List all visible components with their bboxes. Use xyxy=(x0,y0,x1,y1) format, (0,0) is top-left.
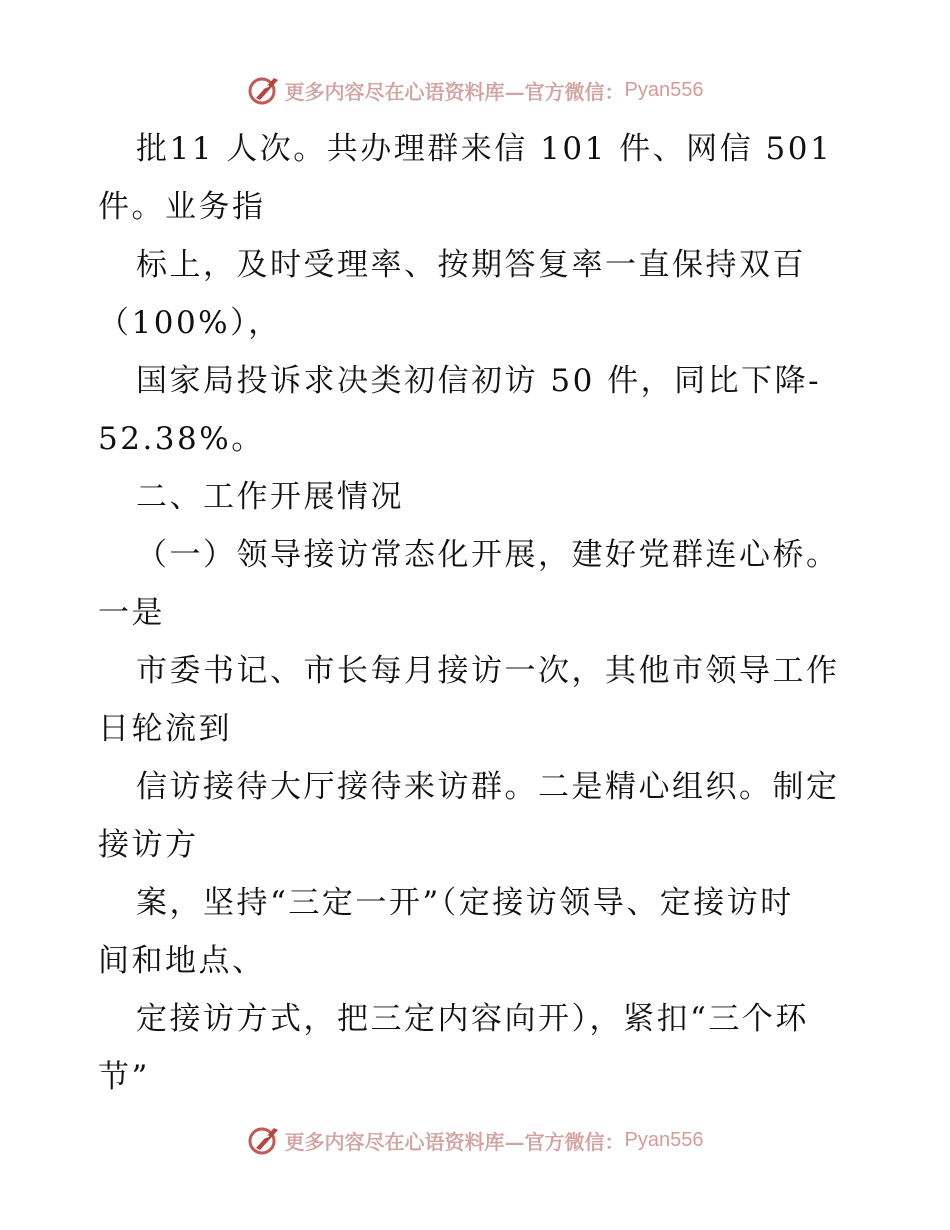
header-watermark xyxy=(0,70,950,110)
body-line: （100%）， xyxy=(98,305,282,341)
body-line: 件。业务指 xyxy=(98,189,266,225)
body-line: 案，坚持“三定一开”（定接访领导、定接访时 xyxy=(136,885,794,921)
body-line: 国家局投诉求决类初信初访 50 件，同比下降- xyxy=(136,363,822,399)
watermark-brand-text: 更多内容尽在心语资料库—官方微信： xyxy=(284,1129,625,1154)
footer-watermark xyxy=(0,1120,950,1160)
body-line: 52.38%。 xyxy=(98,421,265,457)
body-line: 信访接待大厅接待来访群。二是精心组织。制定 xyxy=(136,769,840,805)
document-body xyxy=(98,120,858,1106)
body-line: 定接访方式，把三定内容向开），紧扣“三个环 xyxy=(136,1001,809,1037)
feather-pen-circle-icon xyxy=(247,1123,281,1157)
body-line: 日轮流到 xyxy=(98,711,232,747)
watermark-wechat-id: Pyan556 xyxy=(624,1128,704,1151)
section-heading: 二、工作开展情况 xyxy=(136,479,404,515)
body-line: 一是 xyxy=(98,595,165,631)
body-line: 批11 人次。共办理群来信 101 件、网信 501 xyxy=(136,131,833,167)
watermark-wechat-id: Pyan556 xyxy=(624,78,704,101)
body-line: 节” xyxy=(98,1059,150,1095)
body-line: 市委书记、市长每月接访一次，其他市领导工作 xyxy=(136,653,840,689)
body-line: 接访方 xyxy=(98,827,199,863)
body-line: 间和地点、 xyxy=(98,943,266,979)
body-line: 标上，及时受理率、按期答复率一直保持双百 xyxy=(136,247,806,283)
subsection-heading: （一）领导接访常态化开展，建好党群连心桥。 xyxy=(136,537,840,573)
feather-pen-circle-icon xyxy=(247,73,281,107)
watermark-brand-text: 更多内容尽在心语资料库—官方微信： xyxy=(284,79,625,104)
